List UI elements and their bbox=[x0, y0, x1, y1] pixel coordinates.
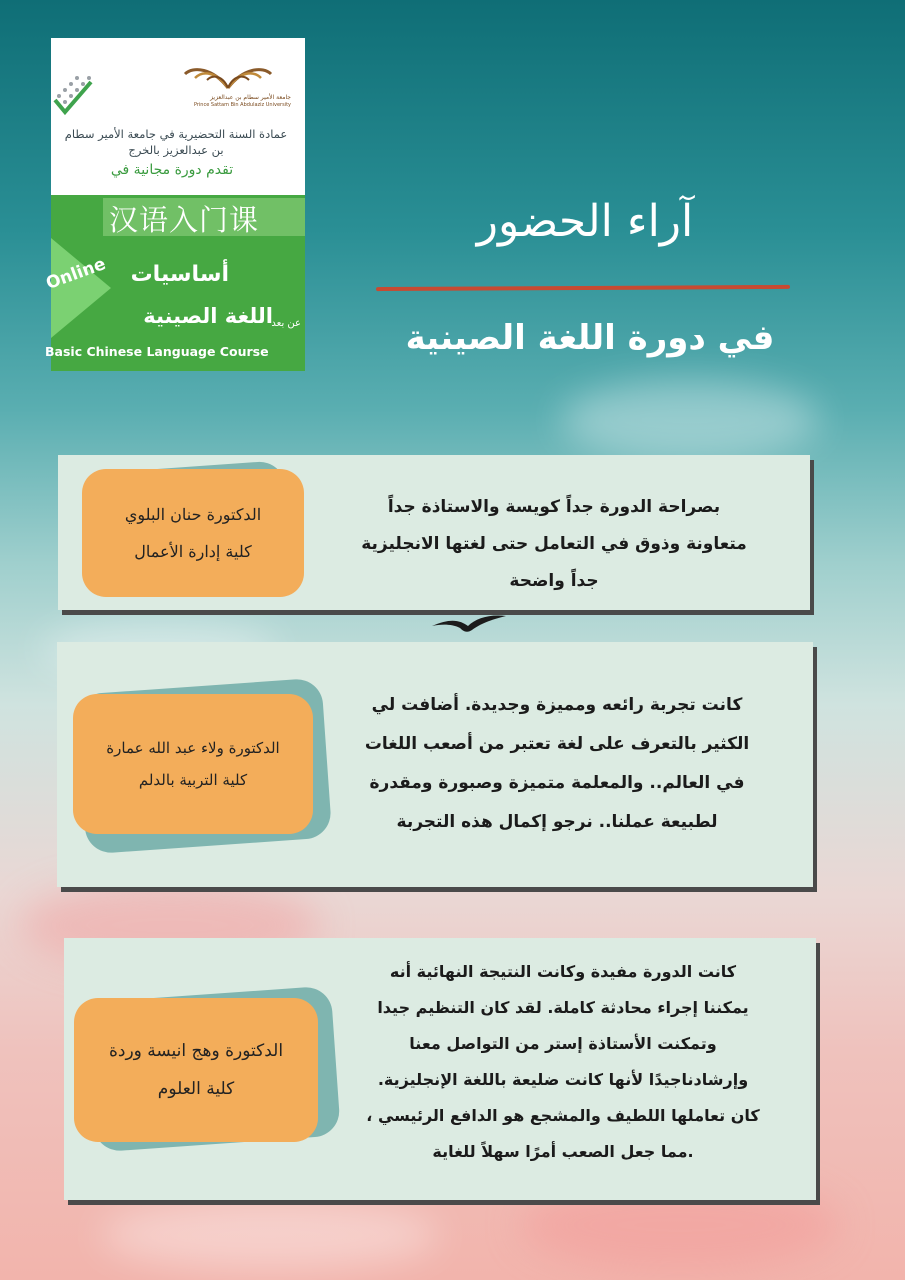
basics-label: أساسيات bbox=[130, 262, 229, 287]
page-subtitle: في دورة اللغة الصينية bbox=[405, 318, 775, 358]
university-name-ar: جامعة الأمير سطام بن عبدالعزيز bbox=[210, 94, 291, 101]
author-name: الدكتورة حنان البلوي bbox=[124, 505, 262, 524]
testimonial-line: جداً واضحة bbox=[509, 571, 599, 591]
testimonial-line: في العالم.. والمعلمة متميزة وصبورة ومقدرة bbox=[369, 773, 745, 793]
author-college: كلية إدارة الأعمال bbox=[134, 542, 252, 561]
testimonial-line: كانت الدورة مفيدة وكانت النتيجة النهائية أنه bbox=[389, 962, 737, 981]
chinese-title: 汉语入门课 bbox=[109, 203, 260, 237]
testimonial-card bbox=[64, 938, 816, 1200]
testimonial-line: وإرشادناجيدًا لأنها كانت ضليعة باللغة الإنجليزية. bbox=[377, 1070, 749, 1089]
university-logo bbox=[183, 58, 273, 92]
background-cloud bbox=[560, 380, 820, 460]
testimonial-line: وتمكنت الأستاذة إستر من التواصل معنا bbox=[409, 1034, 717, 1053]
deanship-text: عمادة السنة التحضيرية في جامعة الأمير سطام بن عبدالعزيز بالخرج bbox=[64, 127, 288, 157]
testimonial-line: .مما جعل الصعب أمرًا سهلاً للغاية bbox=[432, 1142, 694, 1161]
testimonial-line: لطبيعة عملنا.. نرجو إكمال هذه التجربة bbox=[396, 812, 718, 832]
title-underline bbox=[376, 285, 790, 291]
online-label: Online bbox=[43, 254, 109, 294]
course-poster bbox=[43, 38, 305, 371]
university-name-en: Prince Sattam Bin Abdulaziz University bbox=[193, 102, 291, 108]
chinese-language-label: اللغة الصينية bbox=[143, 304, 273, 328]
testimonial-line: كانت تجربة رائعه ومميزة وجديدة. أضافت لي bbox=[371, 695, 743, 715]
testimonial-line: يمكننا إجراء محادثة كاملة. لقد كان التنظيم جيدا bbox=[377, 998, 749, 1017]
english-course-title: Basic Chinese Language Course bbox=[45, 344, 269, 359]
accreditation-check-icon bbox=[51, 60, 95, 120]
author-college: كلية العلوم bbox=[157, 1079, 235, 1099]
author-name: الدكتورة ولاء عبد الله عمارة bbox=[106, 739, 280, 757]
free-course-text: تقدم دورة مجانية في bbox=[110, 162, 234, 178]
testimonial-text bbox=[304, 489, 804, 600]
author-badge bbox=[73, 694, 313, 834]
testimonial-text bbox=[322, 954, 804, 1170]
bird-divider-icon bbox=[430, 612, 508, 636]
page-title: آراء الحضور bbox=[476, 196, 694, 247]
testimonial-line: متعاونة وذوق في التعامل حتى لغتها الانجليزية bbox=[361, 534, 747, 554]
testimonial-line: كان تعاملها اللطيف والمشجع هو الدافع الرئيسي ، bbox=[366, 1106, 760, 1125]
testimonial-card bbox=[58, 455, 810, 610]
testimonial-text bbox=[319, 686, 795, 842]
background-cloud bbox=[100, 1200, 440, 1270]
author-badge bbox=[82, 469, 304, 597]
testimonial-line: الكثير بالتعرف على لغة تعتبر من أصعب اللغات bbox=[364, 734, 750, 754]
author-name: الدكتورة وهج انيسة وردة bbox=[108, 1041, 284, 1061]
university-name bbox=[194, 94, 291, 109]
author-college: كلية التربية بالدلم bbox=[138, 771, 248, 789]
author-badge bbox=[74, 998, 318, 1142]
testimonial-line: بصراحة الدورة جداً كويسة والاستاذة جداً bbox=[387, 497, 721, 517]
testimonial-card bbox=[57, 642, 813, 887]
remote-label: عن بعد bbox=[271, 318, 301, 329]
